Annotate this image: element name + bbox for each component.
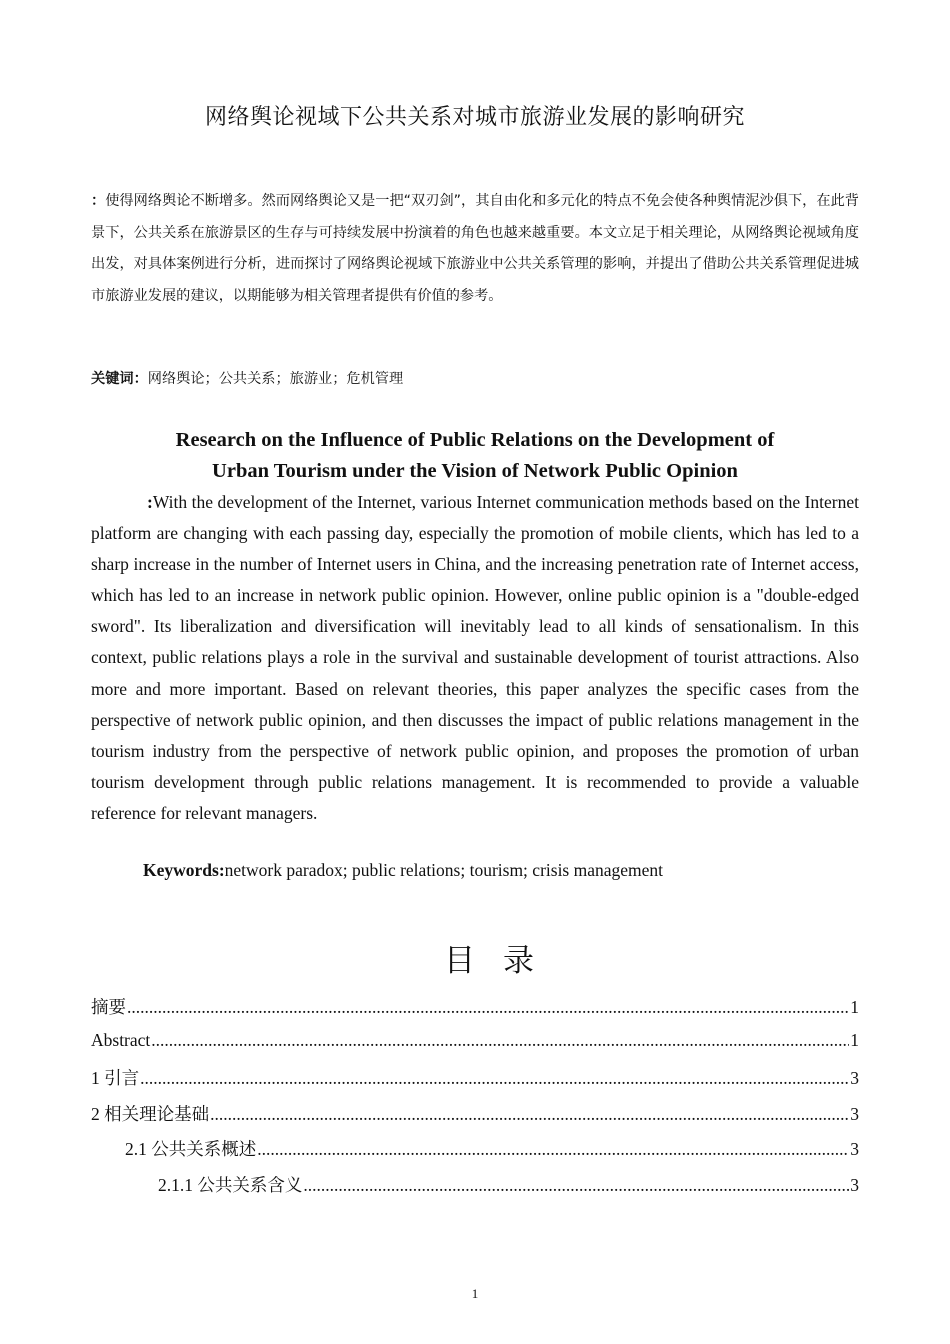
toc-entry[interactable] xyxy=(91,1065,859,1101)
chinese-abstract-text: 使得网络舆论不断增多。然而网络舆论又是一把“双刃剑”，其自由化和多元化的特点不免会使各种舆情泥沙俱下，在此背景下，公共关系在旅游景区的生存与可持续发展中扮演着的角色也越来越重要。本文立足于相关理论，从网络舆论视域角度出发，对具体案例进行分析，进而探讨了网络舆论视域下旅游业中公共关系管理的影响，并提出了借助公共关系管理促进城市旅游业发展的建议，以期能够为相关管理者提供有价值的参考。 xyxy=(91,193,859,304)
toc-entry-label: 1 引言 xyxy=(91,1068,140,1088)
chinese-abstract xyxy=(91,186,859,312)
toc-entry-page: 1 xyxy=(850,1029,859,1050)
toc-entry-label: 摘要 xyxy=(91,997,126,1017)
toc-entry-page: 3 xyxy=(850,1174,859,1195)
english-keywords xyxy=(143,860,663,881)
chinese-keywords xyxy=(91,368,859,388)
toc-entry-page: 1 xyxy=(850,997,859,1017)
chinese-keywords-label: 关键词： xyxy=(91,371,148,387)
table-of-contents xyxy=(91,994,859,1207)
english-keywords-label: Keywords: xyxy=(143,860,225,880)
english-title-line-1: Research on the Influence of Public Relations on the Development of xyxy=(175,429,775,451)
english-abstract-colon: : xyxy=(147,492,153,512)
toc-entry-label: 2 相关理论基础 xyxy=(91,1103,210,1124)
english-abstract xyxy=(91,487,859,829)
toc-entry-page: 3 xyxy=(850,1068,859,1088)
page-number: 1 xyxy=(471,1286,479,1301)
english-title xyxy=(91,425,859,487)
toc-entry-label: 2.1.1 公共关系含义 xyxy=(158,1174,303,1195)
english-abstract-text: With the development of the Internet, various Internet communication methods based on the Internet platform are changing with each passing day, especially the promotion of mobile clients, which has led to a sharp increase in the number of Internet users in China, and the increasing penetration rate of Internet access, which has led to an increase in network public opinion. However, online public opinion is a "double-edged sword". Its liberalization and diversification will inevitably lead to all kinds of sensationalism. In this context, public relations plays a role in the survival and sustainable development of tourist attractions. Also more and more important. Based on relevant theories, this paper analyzes the specific cases from the perspective of network public opinion, and then discusses the impact of public relations management in the tourism industry from the perspective of network public opinion, and proposes the promotion of urban tourism development through public relations management. It is recommended to provide a valuable reference for relevant managers. xyxy=(91,492,859,823)
toc-entry[interactable] xyxy=(91,1172,859,1208)
toc-entry-page: 3 xyxy=(850,1103,859,1124)
english-keywords-value: network paradox; public relations; tourism; crisis management xyxy=(224,860,664,880)
toc-entry-label: Abstract xyxy=(91,1029,151,1050)
toc-entry[interactable] xyxy=(91,1101,859,1137)
chinese-abstract-colon: ： xyxy=(91,193,106,209)
chinese-title: 网络舆论视域下公共关系对城市旅游业发展的影响研究 xyxy=(204,105,745,130)
toc-dot-leader xyxy=(140,1068,849,1089)
toc-entry[interactable] xyxy=(91,994,859,1030)
toc-entry-label: 2.1 公共关系概述 xyxy=(125,1139,257,1159)
toc-entry[interactable] xyxy=(91,1030,859,1066)
toc-dot-leader xyxy=(210,1104,849,1125)
toc-dot-leader xyxy=(127,997,849,1018)
toc-dot-leader xyxy=(151,1030,849,1051)
toc-entry[interactable] xyxy=(91,1136,859,1172)
toc-dot-leader xyxy=(257,1139,849,1160)
chinese-keywords-value: 网络舆论；公共关系；旅游业；危机管理 xyxy=(147,371,404,387)
toc-dot-leader xyxy=(303,1175,849,1196)
toc-heading: 目录 xyxy=(444,943,562,979)
english-title-line-2: Urban Tourism under the Vision of Network Public Opinion xyxy=(212,460,738,482)
toc-entry-page: 3 xyxy=(850,1139,859,1159)
